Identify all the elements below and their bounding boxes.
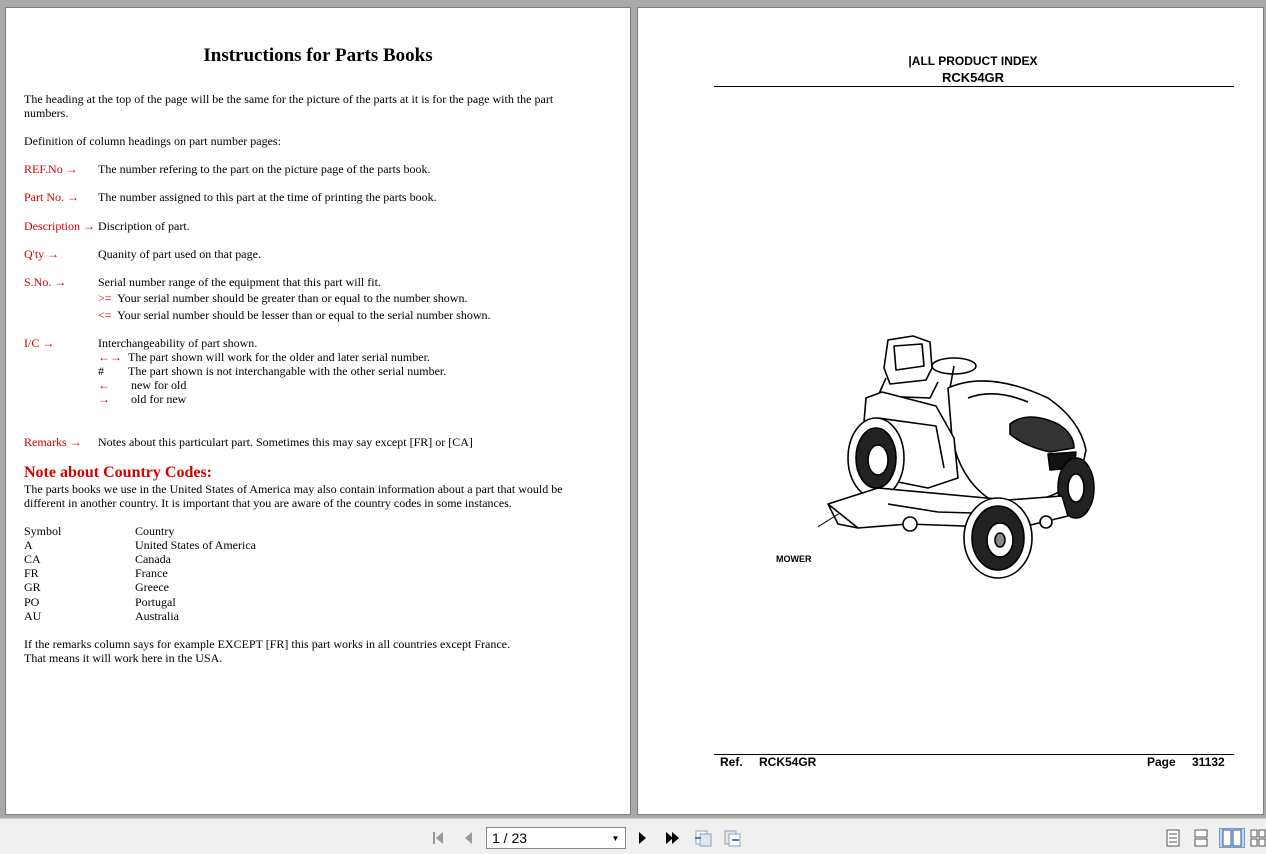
def-text-ic: Interchangeability of part shown. xyxy=(98,336,258,350)
ic-symbol-hash: # xyxy=(98,364,104,378)
country-code: GR xyxy=(24,580,41,594)
next-page-icon[interactable] xyxy=(632,828,654,848)
serial-symbol-le: <= xyxy=(98,308,112,322)
def-text-description: Discription of part. xyxy=(98,219,190,233)
closing-line-1: If the remarks column says for example EXCEPT [FR] this part works in all countries except France. xyxy=(24,637,510,651)
footer-page-label: Page xyxy=(1147,755,1176,769)
serial-text-le: Your serial number should be lesser than or equal to the serial number shown. xyxy=(117,308,491,322)
two-page-view-icon[interactable] xyxy=(1219,828,1245,848)
ic-text-both: The part shown will work for the older and later serial number. xyxy=(128,350,430,364)
country-name: Portugal xyxy=(135,595,176,609)
def-label-ic: I/C → xyxy=(24,336,55,350)
closing-line-2: That means it will work here in the USA. xyxy=(24,651,223,665)
def-label-qty: Q'ty → xyxy=(24,247,60,261)
def-text-qty: Quanity of part used on that page. xyxy=(98,247,261,261)
last-page-icon[interactable] xyxy=(661,828,683,848)
def-text-part-no: The number assigned to this part at the time of printing the parts book. xyxy=(98,190,437,204)
def-label-description: Description → xyxy=(24,219,95,233)
country-codes-heading: Note about Country Codes: xyxy=(24,464,212,481)
left-document-page xyxy=(5,7,631,815)
country-code: AU xyxy=(24,609,42,623)
header-divider xyxy=(714,86,1234,87)
go-back-icon[interactable] xyxy=(692,828,714,848)
viewer-toolbar xyxy=(0,818,1266,854)
go-forward-icon[interactable] xyxy=(721,828,743,848)
country-name: Canada xyxy=(135,552,171,566)
index-header: |ALL PRODUCT INDEX xyxy=(908,54,1038,68)
ic-text-right: old for new xyxy=(131,392,187,406)
country-name: Australia xyxy=(135,609,179,623)
chevron-down-icon[interactable]: ▼ xyxy=(611,833,620,843)
def-label-part-no: Part No. → xyxy=(24,190,79,204)
ic-note-old-for-new xyxy=(98,392,186,406)
country-name: Greece xyxy=(135,580,169,594)
first-page-icon[interactable] xyxy=(429,828,451,848)
def-label-remarks: Remarks → xyxy=(24,435,82,449)
mower-label: MOWER xyxy=(776,554,812,564)
def-label-sno: S.No. → xyxy=(24,275,67,289)
def-text-sno: Serial number range of the equipment that this part will fit. xyxy=(98,275,381,289)
serial-note-lesser xyxy=(98,308,490,322)
footer-ref-value: RCK54GR xyxy=(759,755,817,769)
two-page-continuous-view-icon[interactable] xyxy=(1249,828,1266,848)
ic-text-left: new for old xyxy=(131,378,187,392)
intro-paragraph: The heading at the top of the page will be the same for the picture of the parts at it is for the page with the part numbers. xyxy=(24,92,554,120)
previous-page-icon[interactable] xyxy=(457,828,479,848)
single-page-view-icon[interactable] xyxy=(1162,828,1184,848)
page-title: Instructions for Parts Books xyxy=(203,45,433,66)
ic-symbol-right: → xyxy=(98,392,110,406)
ic-note-new-for-old xyxy=(98,378,186,392)
def-label-ref-no: REF.No → xyxy=(24,162,78,176)
ic-text-hash: The part shown is not interchangable with the other serial number. xyxy=(128,364,447,378)
country-table-header-country: Country xyxy=(135,524,175,538)
country-intro-paragraph: The parts books we use in the United States of America may also contain information about a part that would be different in another country. It is important that you are aware of the country codes in some instances. xyxy=(24,482,563,510)
right-document-page xyxy=(637,7,1264,815)
serial-symbol-ge: >= xyxy=(98,291,112,305)
def-text-ref-no: The number refering to the part on the picture page of the parts book. xyxy=(98,162,431,176)
footer-ref-label: Ref. xyxy=(720,755,743,769)
definition-heading: Definition of column headings on part number pages: xyxy=(24,134,281,148)
page-number-select[interactable] xyxy=(486,827,626,849)
country-code: PO xyxy=(24,595,40,609)
country-code: A xyxy=(24,538,33,552)
ic-symbol-left: ← xyxy=(98,378,110,392)
country-code: FR xyxy=(24,566,39,580)
serial-text-ge: Your serial number should be greater than or equal to the number shown. xyxy=(117,291,468,305)
country-code: CA xyxy=(24,552,41,566)
def-text-remarks: Notes about this particulart part. Sometimes this may say except [FR] or [CA] xyxy=(98,435,473,449)
country-name: France xyxy=(135,566,168,580)
serial-note-greater xyxy=(98,291,467,305)
country-name: United States of America xyxy=(135,538,256,552)
ic-symbol-both: ←→ xyxy=(98,350,122,364)
country-table-header-symbol: Symbol xyxy=(24,524,62,538)
continuous-view-icon[interactable] xyxy=(1190,828,1212,848)
footer-page-value: 31132 xyxy=(1192,755,1225,769)
ic-note-both xyxy=(98,350,430,364)
ic-note-not-interchangeable xyxy=(98,364,446,378)
model-header: RCK54GR xyxy=(941,70,1005,85)
mower-illustration xyxy=(818,328,1118,583)
page-number-input[interactable] xyxy=(487,829,606,847)
